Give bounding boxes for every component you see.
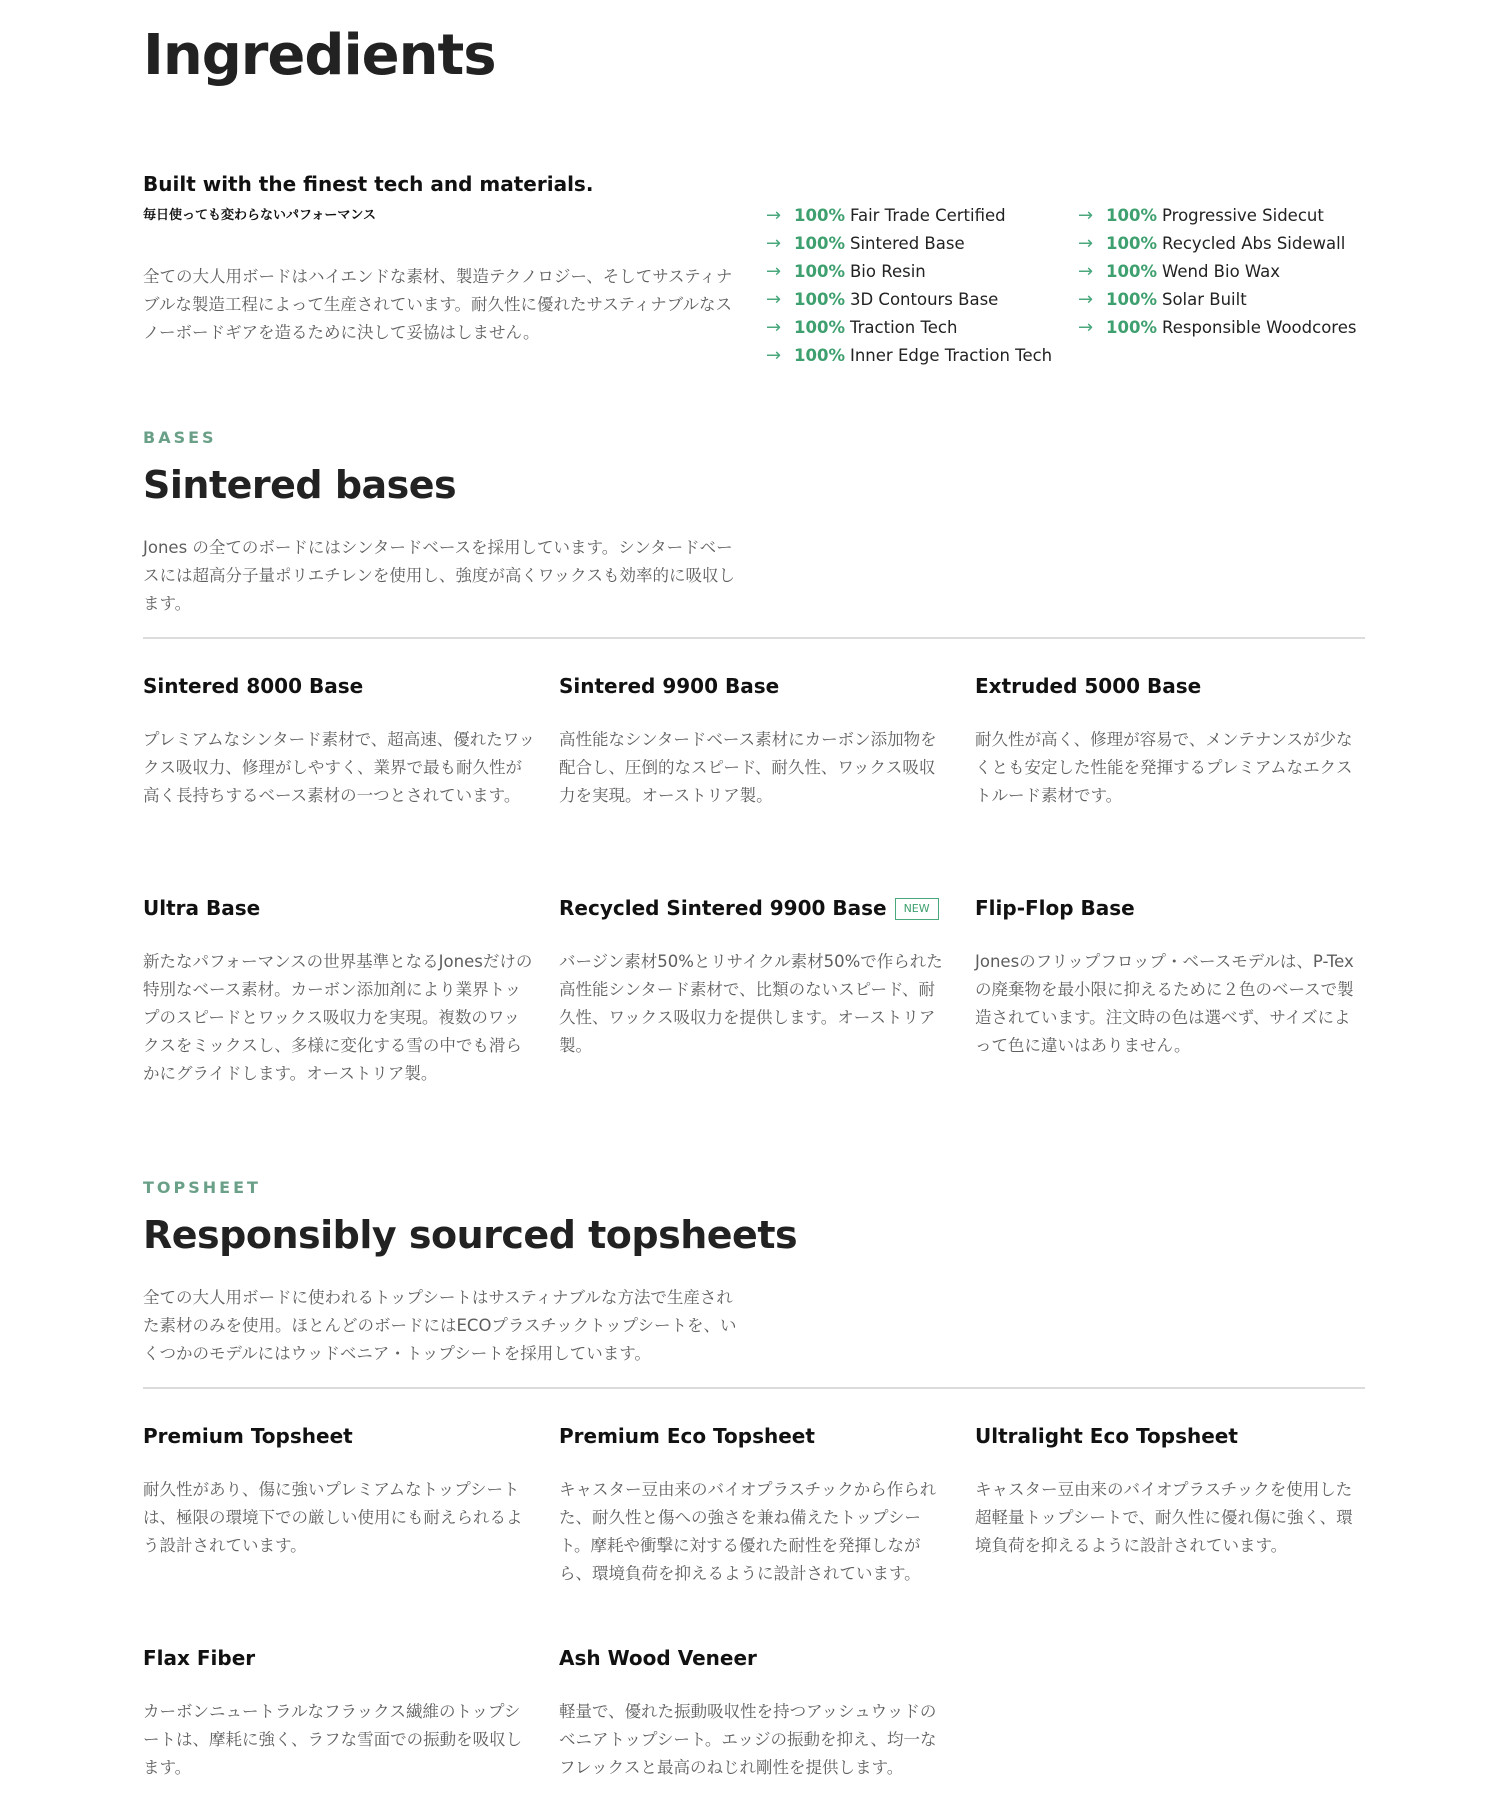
base-card-title: Flip-Flop Base xyxy=(975,896,1135,920)
feature-item xyxy=(1078,202,1356,230)
arrow-right-icon: → xyxy=(1078,317,1094,338)
feature-label: Progressive Sidecut xyxy=(1161,206,1324,225)
feature-item xyxy=(766,202,1052,230)
base-card-body: バージン素材50%とリサイクル素材50%で作られた高性能シンタード素材で、比類のないスピード、耐久性、ワックス吸収力を提供します。オーストリア製。 xyxy=(559,952,943,1055)
bases-eyebrow: BASES xyxy=(143,428,217,447)
feature-list-col2 xyxy=(1078,202,1356,342)
topsheet-card-title: Premium Topsheet xyxy=(143,1424,353,1448)
topsheet-description-block xyxy=(143,1284,743,1368)
feature-percent: 100% xyxy=(1106,318,1157,337)
intro-heading: Built with the finest tech and materials. xyxy=(143,172,594,196)
feature-label: Fair Trade Certified xyxy=(849,206,1006,225)
intro-subheading: 毎日使っても変わらないパフォーマンス xyxy=(143,208,376,223)
feature-label: Traction Tech xyxy=(849,318,958,337)
feature-item xyxy=(766,258,1052,286)
feature-list-col1 xyxy=(766,202,1052,370)
arrow-right-icon: → xyxy=(1078,205,1094,226)
base-card xyxy=(559,894,951,1060)
feature-item xyxy=(766,286,1052,314)
feature-label: Inner Edge Traction Tech xyxy=(849,346,1053,365)
topsheet-card-body: 軽量で、優れた振動吸収性を持つアッシュウッドのベニアトップシート。エッジの振動を抑え、均一なフレックスと最高のねじれ剛性を提供します。 xyxy=(559,1702,937,1777)
bases-title: Sintered bases xyxy=(143,463,457,507)
topsheet-card-title: Ultralight Eco Topsheet xyxy=(975,1424,1238,1448)
topsheet-card-body: 耐久性があり、傷に強いプレミアムなトップシートは、極限の環境下での厳しい使用にも耐えられるよう設計されています。 xyxy=(143,1480,523,1555)
topsheet-card xyxy=(975,1422,1367,1560)
topsheet-card xyxy=(143,1422,535,1560)
arrow-right-icon: → xyxy=(1078,289,1094,310)
feature-percent: 100% xyxy=(794,262,845,281)
arrow-right-icon: → xyxy=(766,233,782,254)
topsheet-card xyxy=(143,1644,535,1782)
base-card-title: Extruded 5000 Base xyxy=(975,674,1202,698)
feature-percent: 100% xyxy=(1106,234,1157,253)
feature-label: Bio Resin xyxy=(849,262,926,281)
arrow-right-icon: → xyxy=(766,205,782,226)
feature-item xyxy=(766,342,1052,370)
base-card-title-row xyxy=(559,894,951,922)
arrow-right-icon: → xyxy=(766,289,782,310)
feature-label: Sintered Base xyxy=(849,234,965,253)
intro-body: 全ての大人用ボードはハイエンドな素材、製造テクノロジー、そしてサスティナブルな製造工程によって生産されています。耐久性に優れたサスティナブルなスノーボードギアを造るために決して妥協はしません。 xyxy=(143,267,733,342)
intro-block xyxy=(143,172,743,347)
base-card-title: Recycled Sintered 9900 Base xyxy=(559,896,887,920)
base-card-title: Sintered 9900 Base xyxy=(559,674,780,698)
topsheet-card-title: Premium Eco Topsheet xyxy=(559,1424,815,1448)
feature-item xyxy=(766,314,1052,342)
base-card xyxy=(559,672,951,810)
arrow-right-icon: → xyxy=(766,261,782,282)
base-card-body: プレミアムなシンタード素材で、超高速、優れたワックス吸収力、修理がしやすく、業界で最も耐久性が高く長持ちするベース素材の一つとされています。 xyxy=(143,730,535,805)
feature-percent: 100% xyxy=(794,318,845,337)
topsheet-card-title: Flax Fiber xyxy=(143,1646,256,1670)
new-badge: NEW xyxy=(895,898,939,920)
topsheet-title: Responsibly sourced topsheets xyxy=(143,1213,798,1257)
arrow-right-icon: → xyxy=(1078,233,1094,254)
feature-percent: 100% xyxy=(794,346,845,365)
feature-item xyxy=(766,230,1052,258)
base-card xyxy=(975,672,1367,810)
feature-percent: 100% xyxy=(794,206,845,225)
feature-item xyxy=(1078,258,1356,286)
arrow-right-icon: → xyxy=(1078,261,1094,282)
bases-description-block xyxy=(143,534,743,618)
topsheet-eyebrow: TOPSHEET xyxy=(143,1178,261,1197)
topsheet-divider xyxy=(143,1387,1365,1389)
feature-percent: 100% xyxy=(1106,206,1157,225)
arrow-right-icon: → xyxy=(766,317,782,338)
feature-percent: 100% xyxy=(794,234,845,253)
topsheet-card xyxy=(559,1644,951,1782)
topsheet-card-body: キャスター豆由来のバイオプラスチックを使用した超軽量トップシートで、耐久性に優れ傷に強く、環境負荷を抑えるように設計されています。 xyxy=(975,1480,1353,1555)
feature-percent: 100% xyxy=(1106,290,1157,309)
base-card xyxy=(143,672,535,810)
topsheet-card xyxy=(559,1422,951,1588)
arrow-right-icon: → xyxy=(766,345,782,366)
feature-item xyxy=(1078,314,1356,342)
page-title: Ingredients xyxy=(143,23,496,88)
feature-item xyxy=(1078,230,1356,258)
base-card-body: 耐久性が高く、修理が容易で、メンテナンスが少なくとも安定した性能を発揮するプレミアムなエクストルード素材です。 xyxy=(975,730,1353,805)
topsheet-card-body: カーボンニュートラルなフラックス繊維のトップシートは、摩耗に強く、ラフな雪面での振動を吸収します。 xyxy=(143,1702,523,1777)
topsheet-card-body: キャスター豆由来のバイオプラスチックから作られた、耐久性と傷への強さを兼ね備えたトップシート。摩耗や衝撃に対する優れた耐性を発揮しながら、環境負荷を抑えるように設計されています。 xyxy=(559,1480,937,1583)
base-card-title: Ultra Base xyxy=(143,896,261,920)
feature-item xyxy=(1078,286,1356,314)
topsheet-card-title: Ash Wood Veneer xyxy=(559,1646,757,1670)
feature-label: Responsible Woodcores xyxy=(1161,318,1357,337)
feature-label: Recycled Abs Sidewall xyxy=(1161,234,1346,253)
bases-divider xyxy=(143,637,1365,639)
bases-description: Jones の全てのボードにはシンタードベースを採用しています。シンタードベースには超高分子量ポリエチレンを使用し、強度が高くワックスも効率的に吸収します。 xyxy=(143,538,735,613)
base-card-title: Sintered 8000 Base xyxy=(143,674,364,698)
base-card-body: 高性能なシンタードベース素材にカーボン添加物を配合し、圧倒的なスピード、耐久性、ワックス吸収力を実現。オーストリア製。 xyxy=(559,730,937,805)
feature-label: Wend Bio Wax xyxy=(1161,262,1281,281)
feature-percent: 100% xyxy=(1106,262,1157,281)
base-card-body: 新たなパフォーマンスの世界基準となるJonesだけの特別なベース素材。カーボン添加剤により業界トップのスピードとワックス吸収力を実現。複数のワックスをミックスし、多様に変化する雪の中でも滑らかにグライドします。オーストリア製。 xyxy=(143,952,533,1083)
feature-label: 3D Contours Base xyxy=(849,290,999,309)
base-card-body: Jonesのフリップフロップ・ベースモデルは、P-Texの廃棄物を最小限に抑えるために２色のベースで製造されています。注文時の色は選べず、サイズによって色に違いはありません。 xyxy=(975,952,1354,1055)
feature-percent: 100% xyxy=(794,290,845,309)
base-card xyxy=(143,894,535,1088)
topsheet-description: 全ての大人用ボードに使われるトップシートはサスティナブルな方法で生産された素材のみを使用。ほとんどのボードにはECOプラスチックトップシートを、いくつかのモデルにはウッドベニア・トップシートを採用しています。 xyxy=(143,1288,737,1363)
feature-label: Solar Built xyxy=(1161,290,1247,309)
base-card xyxy=(975,894,1367,1060)
